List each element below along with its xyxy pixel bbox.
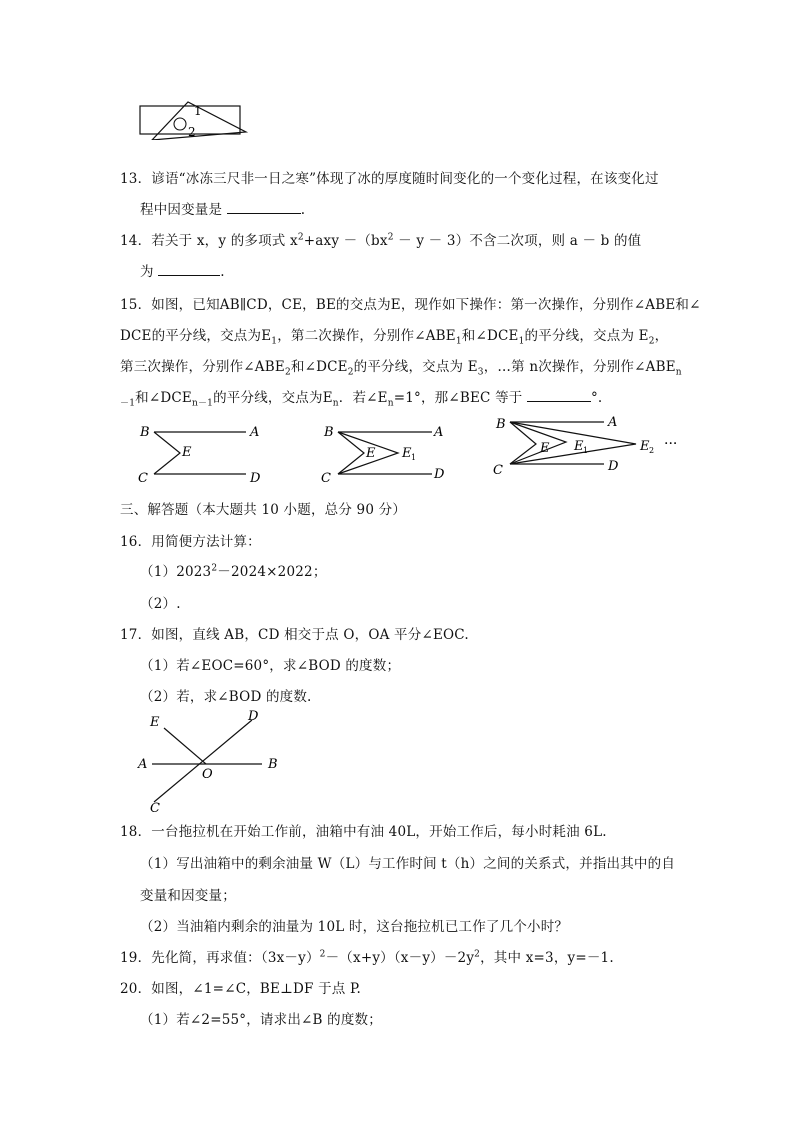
q14-exp-a: 2 (297, 232, 304, 243)
q14-exp-b: 2 (387, 232, 394, 243)
q15-sub: 2 (347, 367, 354, 378)
path-BEC (154, 432, 180, 474)
q18-part1b: 变量和因变量； (140, 888, 236, 904)
q13-period: . (300, 202, 306, 218)
label-E: E (182, 445, 192, 460)
q19-exp1: 2 (319, 949, 326, 960)
q15-l2c: 和∠DCE (461, 328, 519, 344)
label-A: A (608, 415, 618, 430)
q17-figure (134, 708, 294, 814)
label-D: D (248, 709, 259, 724)
path-BEC (338, 432, 364, 474)
label-E1-sub: 1 (411, 453, 417, 462)
path-BEC (510, 422, 536, 464)
q19-exp2: 2 (474, 949, 481, 960)
label-A: A (434, 425, 444, 440)
label-E1-sub: 1 (583, 446, 589, 455)
q13-line1: 13．谚语“冰冻三尺非一日之寒”体现了冰的厚度随时间变化的一个变化过程，在该变化过 (120, 171, 659, 187)
q19-line (120, 946, 614, 966)
q14-line2-text: 为 (140, 264, 154, 280)
label-A: A (138, 757, 148, 772)
section3-title: 三、解答题（本大题共 10 小题，总分 90 分） (120, 502, 407, 518)
q15-sub: 1 (518, 336, 525, 347)
q15-l4e: °. (590, 390, 603, 406)
q15-l2a: DCE的平分线，交点为E (120, 328, 272, 344)
label-C: C (321, 471, 331, 486)
q15-line1: 15．如图，已知AB∥CD，CE，BE的交点为E，现作如下操作：第一次操作，分别作∠ABE和∠ (120, 297, 701, 313)
label-B: B (268, 757, 278, 772)
q15-sub: n－1 (191, 398, 214, 409)
angle-label-1: 1 (194, 104, 202, 118)
q13-answer-blank[interactable] (227, 201, 301, 214)
ray-OE (164, 728, 206, 764)
q16-p1a: （1）2023 (140, 564, 212, 580)
q15-line2 (120, 324, 668, 347)
label-A: A (250, 425, 260, 440)
q15-sub: n (332, 398, 339, 409)
q15-line3 (120, 355, 682, 378)
q17-title: 17．如图，直线 AB，CD 相交于点 O，OA 平分∠EOC. (120, 627, 469, 643)
label-D: D (434, 467, 445, 482)
q15-figure-3 (490, 414, 690, 480)
q14-text-b: +axy －（bx (303, 233, 388, 249)
q16-p1b: －2024×2022； (217, 564, 327, 580)
q15-figure-2 (318, 420, 452, 486)
label-C: C (150, 801, 160, 814)
q15-l3b: 和∠DCE (290, 359, 348, 375)
q19-b: －（x+y）（x－y）－2y (325, 950, 475, 966)
q15-l2b: ，第二次操作，分别作∠ABE (277, 328, 456, 344)
q15-sub: －1 (120, 398, 136, 409)
q20-title: 20．如图，∠1=∠C，BE⊥DF 于点 P. (120, 981, 362, 997)
label-E2-sub: 2 (649, 446, 655, 455)
q13-line2 (140, 198, 305, 218)
label-B: B (140, 425, 150, 440)
q15-l3d: ，…第 n次操作，分别作∠ABE (483, 359, 676, 375)
q16-exp: 2 (211, 563, 218, 574)
label-D: D (608, 459, 619, 474)
q14-line2 (140, 260, 225, 280)
q14-period: . (220, 264, 225, 280)
q15-sub: 2 (284, 367, 291, 378)
label-C: C (138, 471, 148, 486)
q15-figure-1 (136, 420, 266, 486)
q14-answer-blank[interactable] (158, 263, 220, 276)
label-E: E (540, 441, 550, 456)
q13-line2-text: 程中因变量是 (140, 202, 223, 218)
q15-line4 (120, 386, 602, 409)
q18-title: 18．一台拖拉机在开始工作前，油箱中有油 40L，开始工作后，每小时耗油 6L. (120, 824, 607, 840)
q19-c: ，其中 x=3，y=－1. (480, 950, 614, 966)
q15-l2e: ， (654, 328, 669, 344)
q16-part2: （2）. (140, 596, 181, 612)
q17-part1: （1）若∠EOC=60°，求∠BOD 的度数； (140, 658, 401, 674)
q15-l4c: ．若∠E (338, 390, 388, 406)
q15-sub: 1 (455, 336, 462, 347)
q14-line1 (120, 229, 641, 249)
label-B: B (496, 417, 506, 432)
q20-part1: （1）若∠2=55°，请求出∠B 的度数； (140, 1012, 382, 1028)
label-C: C (493, 463, 503, 478)
circle-hole (174, 118, 186, 130)
q17-part2: （2）若，求∠BOD 的度数. (140, 689, 312, 705)
q16-title: 16．用简便方法计算： (120, 534, 261, 550)
q15-sub: 3 (477, 367, 484, 378)
q15-l2d: 的平分线，交点为 E (524, 328, 649, 344)
label-B: B (324, 425, 334, 440)
label-O: O (202, 767, 213, 782)
label-E1: E (574, 439, 584, 454)
q18-part1a: （1）写出油箱中的剩余油量 W（L）与工作时间 t（h）之间的关系式，并指出其中的自 (140, 856, 676, 872)
q15-l4b: 的平分线，交点为E (213, 390, 333, 406)
label-E: E (150, 715, 160, 730)
q12-figure (136, 98, 252, 140)
q16-part1 (140, 560, 327, 580)
ellipsis: ··· (664, 436, 678, 452)
q15-sub: n (675, 367, 682, 378)
q15-answer-blank[interactable] (527, 389, 591, 402)
q15-sub: 1 (271, 336, 278, 347)
q15-l3a: 第三次操作，分别作∠ABE (120, 359, 285, 375)
q15-sub: n (387, 398, 394, 409)
label-D: D (250, 471, 261, 486)
q14-text-c: － y － 3）不含二次项，则 a － b 的值 (393, 233, 642, 249)
angle-label-2: 2 (188, 125, 196, 139)
label-E1: E (402, 446, 412, 461)
q19-a: 19．先化简，再求值：（3x－y） (120, 950, 320, 966)
q15-sub: 2 (648, 336, 655, 347)
q15-l4d: =1°，那∠BEC 等于 (393, 390, 523, 406)
q14-text-a: 14．若关于 x，y 的多项式 x (120, 233, 298, 249)
q15-l4a: 和∠DCE (135, 390, 192, 406)
label-E: E (366, 446, 376, 461)
q18-part2: （2）当油箱内剩余的油量为 10L 时，这台拖拉机已工作了几个小时？ (140, 919, 569, 935)
q15-l3c: 的平分线，交点为 E (353, 359, 478, 375)
label-E2: E (640, 439, 650, 454)
